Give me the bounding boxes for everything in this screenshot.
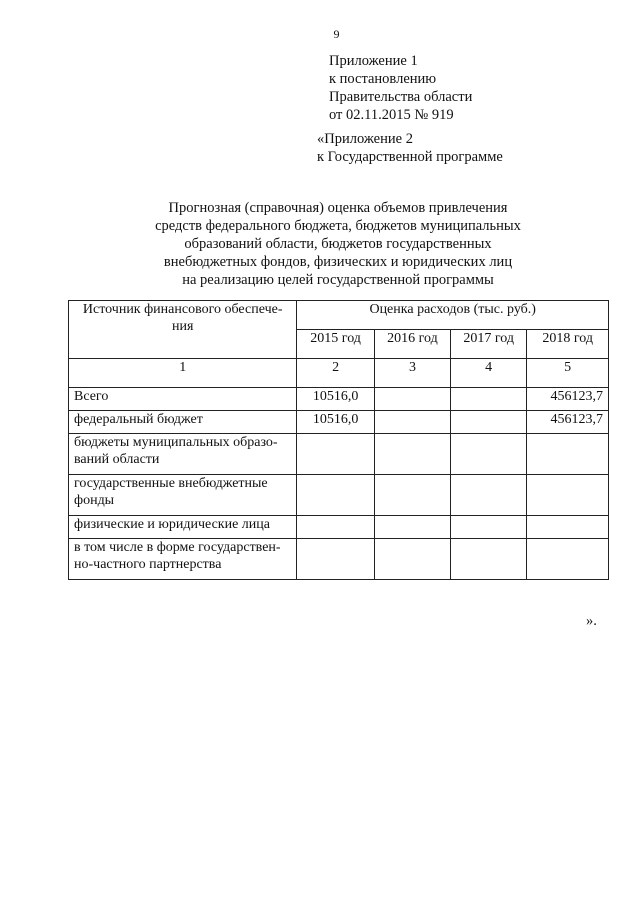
row-value <box>451 434 527 475</box>
row-value <box>451 388 527 411</box>
row-value <box>527 539 609 580</box>
row-label <box>69 388 297 411</box>
row-value <box>297 475 374 516</box>
row-value <box>297 539 374 580</box>
funding-table <box>68 300 609 580</box>
appendix-2-header <box>317 130 503 166</box>
row-label <box>69 516 297 539</box>
table-number-row <box>69 359 609 388</box>
row-value <box>527 434 609 475</box>
row-value <box>374 539 450 580</box>
row-label <box>69 539 297 580</box>
table-row <box>69 388 609 411</box>
table-header-row <box>69 301 609 330</box>
table-row <box>69 475 609 516</box>
row-value <box>374 411 450 434</box>
row-value <box>451 516 527 539</box>
row-value: 456123,7 <box>527 388 609 411</box>
appendix-1-header <box>329 52 472 124</box>
appendix-1-line: от 02.11.2015 № 919 <box>329 107 454 123</box>
row-label-line: Всего <box>74 389 109 404</box>
row-value <box>374 388 450 411</box>
appendix-1-line: Приложение 1 <box>329 53 418 69</box>
document-title <box>68 199 608 289</box>
row-value <box>451 539 527 580</box>
header-source-line: ния <box>171 319 194 334</box>
row-label <box>69 411 297 434</box>
row-value <box>527 475 609 516</box>
row-value <box>374 475 450 516</box>
column-number: 2 <box>297 359 374 388</box>
table-row <box>69 411 609 434</box>
row-label-line: государственные внебюджетные <box>74 476 268 491</box>
row-value: 10516,0 <box>297 388 374 411</box>
appendix-1-line: к постановлению <box>329 71 437 87</box>
closing-quote-mark: ». <box>586 613 597 629</box>
row-label-line: физические и юридические лица <box>74 517 270 532</box>
header-source-line: Источник финансового обеспече- <box>82 302 283 317</box>
row-value <box>527 516 609 539</box>
header-year: 2015 год <box>297 330 374 359</box>
row-label-line: ваний области <box>74 452 160 467</box>
row-value <box>297 516 374 539</box>
row-value: 456123,7 <box>527 411 609 434</box>
column-number: 1 <box>69 359 297 388</box>
row-value <box>374 434 450 475</box>
table-row <box>69 539 609 580</box>
row-value <box>451 411 527 434</box>
row-value: 10516,0 <box>297 411 374 434</box>
title-line: внебюджетных фондов, физических и юридических лиц <box>163 254 513 270</box>
appendix-2-line: к Государственной программе <box>317 149 503 165</box>
row-label-line: бюджеты муниципальных образо- <box>74 435 278 450</box>
row-value <box>374 516 450 539</box>
table-row <box>69 516 609 539</box>
title-line: Прогнозная (справочная) оценка объемов привлечения <box>168 200 508 216</box>
page-number: 9 <box>333 27 340 41</box>
table-row <box>69 434 609 475</box>
column-number: 3 <box>374 359 450 388</box>
row-label <box>69 434 297 475</box>
row-label-line: федеральный бюджет <box>74 412 203 427</box>
header-year: 2018 год <box>527 330 609 359</box>
appendix-2-line: «Приложение 2 <box>317 131 413 147</box>
header-estimate: Оценка расходов (тыс. руб.) <box>297 301 609 330</box>
header-source <box>69 301 297 359</box>
header-year: 2017 год <box>451 330 527 359</box>
header-year: 2016 год <box>374 330 450 359</box>
title-line: средств федерального бюджета, бюджетов муниципальных <box>155 218 521 234</box>
column-number: 4 <box>451 359 527 388</box>
row-label-line: фонды <box>74 493 115 508</box>
row-value <box>451 475 527 516</box>
row-label-line: но-частного партнерства <box>74 557 222 572</box>
row-value <box>297 434 374 475</box>
column-number: 5 <box>527 359 609 388</box>
row-label-line: в том числе в форме государствен- <box>74 540 281 555</box>
appendix-1-line: Правительства области <box>329 89 473 105</box>
row-label <box>69 475 297 516</box>
title-line: образований области, бюджетов государственных <box>184 236 492 252</box>
title-line: на реализацию целей государственной программы <box>182 272 494 288</box>
